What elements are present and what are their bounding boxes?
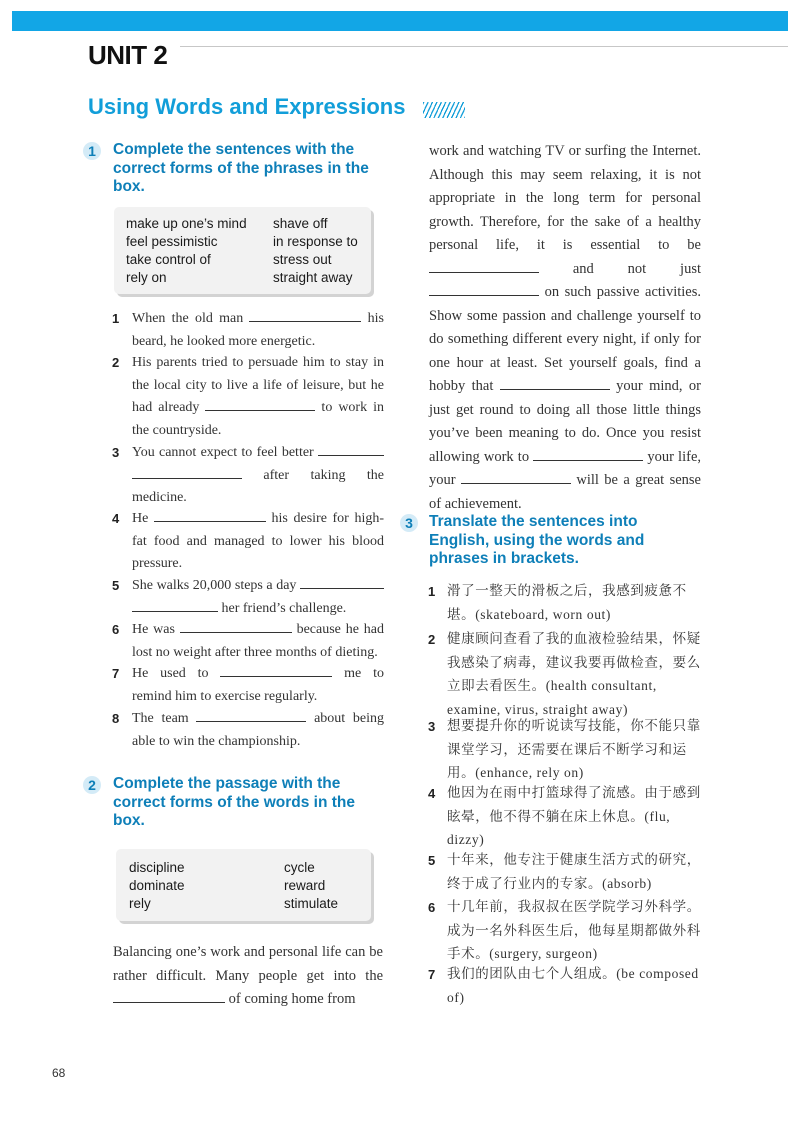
ex1-sentence-6: 6 He was because he had lost no weight after three months of dieting.	[112, 619, 384, 664]
answer-blank[interactable]	[300, 575, 384, 589]
item-number: 6	[428, 900, 436, 915]
answer-blank[interactable]	[196, 708, 306, 722]
exercise-1-instruction: Complete the sentences with the correct forms of the phrases in the box.	[113, 141, 369, 195]
translation-prompt: 十年来，他专注于健康生活方式的研究，终于成了行业内的专家。(absorb)	[447, 852, 701, 891]
phrase-item: stress out	[273, 252, 332, 267]
answer-blank[interactable]	[154, 508, 266, 522]
passage-part-1: Balancing one’s work and personal life can be rather difficult. Many people get into the of coming home from	[113, 944, 383, 1007]
translation-prompt: 想要提升你的听说读写技能，你不能只靠课堂学习，还需要在课后不断学习和运用。(enhance, rely on)	[447, 718, 701, 780]
ex3-item-1	[428, 579, 702, 626]
item-number: 1	[112, 311, 120, 326]
ex3-item-7	[428, 962, 702, 1009]
item-number: 3	[428, 719, 436, 734]
item-number: 2	[112, 355, 120, 370]
word-item: discipline	[129, 860, 185, 875]
exercise-2-word-box	[116, 849, 371, 921]
passage-part-2: work and watching TV or surfing the Internet. Although this may seem relaxing, it is not appropriate in the long term for personal growth. Therefore, for the sake of a healthy personal life, it is essential to be and not just on such passive activities. Show some passion and challenge yourself to do something different every night, if only for one hour at least. Set yourself goals, find a hobby that your mind, or just get round to doing all those little things you’ve been meaning to do. Once you resist allowing work to your life, your will be a great sense of achievement.	[429, 143, 702, 512]
phrase-item: feel pessimistic	[126, 234, 218, 249]
ex3-item-3	[428, 714, 702, 785]
page-number: 68	[52, 1066, 66, 1080]
header-rule	[180, 46, 788, 47]
answer-blank[interactable]	[429, 259, 539, 273]
ex1-sentence-8: 8 The team about being able to win the championship.	[112, 708, 384, 753]
answer-blank[interactable]	[180, 619, 292, 633]
translation-prompt: 我们的团队由七个人组成。(be composed of)	[447, 966, 699, 1005]
translation-prompt: 健康顾问查看了我的血液检验结果，怀疑我感染了病毒，建议我要再做检查，要么立即去看医生。(health consultant, examine, virus, straight away)	[447, 631, 701, 717]
answer-blank[interactable]	[205, 397, 315, 411]
phrase-item: rely on	[126, 270, 167, 285]
exercise-2-number: 2	[83, 776, 101, 794]
translation-prompt: 他因为在雨中打篮球得了流感。由于感到眩晕，他不得不躺在床上休息。(flu, dizzy)	[447, 785, 701, 847]
answer-blank[interactable]	[249, 308, 361, 322]
item-number: 6	[112, 622, 120, 637]
answer-blank[interactable]	[533, 447, 643, 461]
answer-blank[interactable]	[318, 442, 384, 456]
item-number: 8	[112, 711, 120, 726]
item-number: 7	[112, 666, 120, 681]
item-number: 5	[428, 853, 436, 868]
answer-blank[interactable]	[429, 282, 539, 296]
ex1-sentence-2: 2 His parents tried to persuade him to stay in the local city to live a life of leisure, but he had already to work in the countryside.	[112, 352, 384, 442]
ex3-item-5	[428, 848, 702, 895]
ex1-sentence-7: 7 He used to me to remind him to exercise regularly.	[112, 663, 384, 708]
exercise-3-instruction: Translate the sentences into English, using the words and phrases in brackets.	[429, 513, 645, 567]
decorative-stripes	[423, 102, 465, 118]
ex3-item-6	[428, 895, 702, 966]
ex1-sentence-5: 5 She walks 20,000 steps a day her friend’s challenge.	[112, 575, 384, 620]
phrase-item: shave off	[273, 216, 328, 231]
top-color-band	[12, 11, 788, 31]
ex3-item-2	[428, 627, 702, 721]
item-number: 3	[112, 445, 120, 460]
translation-prompt: 滑了一整天的滑板之后，我感到疲惫不堪。(skateboard, worn out)	[447, 583, 687, 622]
unit-title: UNIT 2	[88, 40, 168, 70]
section-title: Using Words and Expressions	[88, 94, 406, 119]
item-number: 7	[428, 967, 436, 982]
word-item: dominate	[129, 878, 185, 893]
ex1-sentence-1: 1 When the old man his beard, he looked more energetic.	[112, 308, 384, 353]
phrase-item: take control of	[126, 252, 211, 267]
ex1-sentence-4: 4 He his desire for high-fat food and managed to lower his blood pressure.	[112, 508, 384, 576]
word-item: rely	[129, 896, 151, 911]
answer-blank[interactable]	[461, 470, 571, 484]
item-number: 4	[428, 786, 436, 801]
item-number: 2	[428, 632, 436, 647]
answer-blank[interactable]	[220, 663, 332, 677]
phrase-item: make up one’s mind	[126, 216, 247, 231]
item-number: 5	[112, 578, 120, 593]
exercise-1-number: 1	[83, 142, 101, 160]
exercise-3-number: 3	[400, 514, 418, 532]
item-number: 4	[112, 511, 120, 526]
word-item: cycle	[284, 860, 315, 875]
translation-prompt: 十几年前，我叔叔在医学院学习外科学。成为一名外科医生后，他每星期都做外科手术。(surgery, surgeon)	[447, 899, 701, 961]
exercise-1-phrase-box	[114, 207, 371, 294]
exercise-2-instruction: Complete the passage with the correct forms of the words in the box.	[113, 775, 356, 829]
ex3-item-4	[428, 781, 702, 852]
answer-blank[interactable]	[113, 989, 225, 1003]
phrase-item: straight away	[273, 270, 353, 285]
word-item: reward	[284, 878, 326, 893]
answer-blank[interactable]	[500, 376, 610, 390]
ex1-sentence-3: 3 You cannot expect to feel better after taking the medicine.	[112, 442, 384, 510]
phrase-item: in response to	[273, 234, 358, 249]
word-item: stimulate	[284, 896, 339, 911]
item-number: 1	[428, 584, 436, 599]
